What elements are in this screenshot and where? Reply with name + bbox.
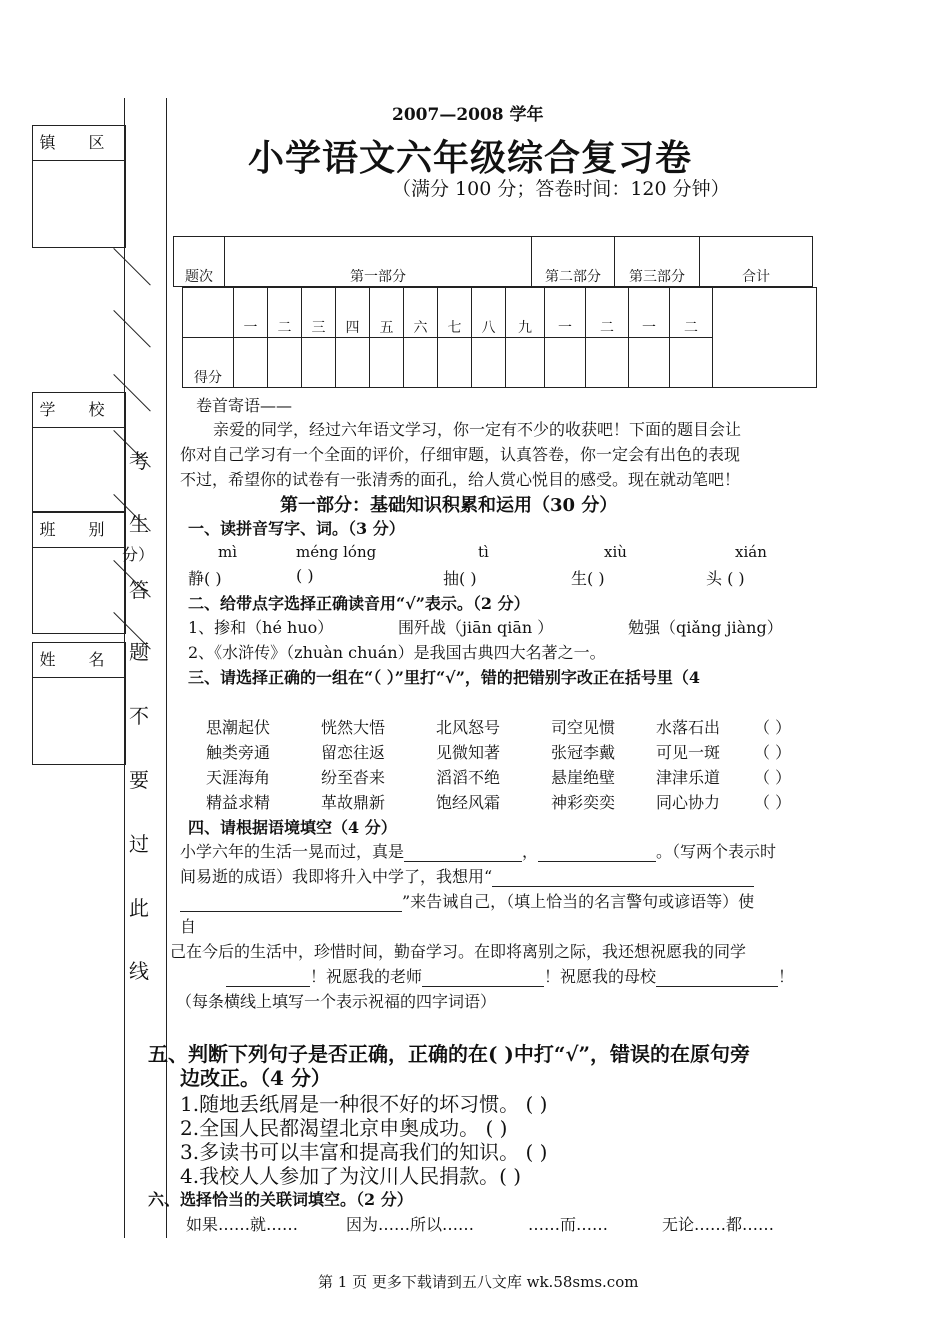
question-numeral: 五 <box>370 288 404 338</box>
q1-blank[interactable]: 生( ) <box>571 569 605 588</box>
q3-word: 同心协力 <box>656 793 721 812</box>
question-numeral: 二 <box>586 288 629 338</box>
page-footer: 第 1 页 更多下载请到五八文库 wk.58sms.com <box>318 1273 639 1291</box>
q3-word: 司空见惯 <box>551 718 616 737</box>
q4-note: （每条横线上填写一个表示祝福的四字词语） <box>176 992 497 1011</box>
q3-word: 见微知著 <box>436 743 501 762</box>
question-numeral: 八 <box>472 288 506 338</box>
info-box-label: 学 校 <box>33 393 125 428</box>
score-label: 得分 <box>183 338 234 388</box>
q3-answer-paren[interactable]: （ ） <box>754 718 792 737</box>
col-header: 第二部分 <box>532 237 615 287</box>
stray-text: 分） <box>122 545 155 564</box>
score-table-grid <box>182 287 817 388</box>
diagonal-mark <box>113 310 150 347</box>
q4-text: 。（写两个表示时 <box>656 842 777 861</box>
q3-word: 水落石出 <box>656 718 721 737</box>
pinyin: tì <box>478 543 489 561</box>
part1-heading: 第一部分：基础知识积累和运用（30 分） <box>280 495 618 516</box>
q3-word: 滔滔不绝 <box>436 768 501 787</box>
seal-line-char: 线 <box>129 959 149 983</box>
seal-line-char: 不 <box>129 704 149 728</box>
q3-word: 可见一斑 <box>656 743 721 762</box>
question-numeral: 二 <box>268 288 302 338</box>
q3-word: 革故鼎新 <box>321 793 386 812</box>
q4-text: 小学六年的生活一晃而过，真是 <box>180 842 405 861</box>
pinyin: mì <box>218 543 238 561</box>
score-cell[interactable] <box>472 338 506 388</box>
score-cell[interactable] <box>629 338 670 388</box>
question-numeral: 二 <box>670 288 713 338</box>
q4-blank[interactable] <box>656 967 778 987</box>
q4-text: ！祝愿我的母校 <box>544 967 657 986</box>
q4-title: 四、请根据语境填空（4 分） <box>188 818 397 837</box>
q2-title: 二、给带点字选择正确读音用“√”表示。（2 分） <box>188 594 530 613</box>
q3-answer-paren[interactable]: （ ） <box>754 793 792 812</box>
q3-word: 北风怒号 <box>436 718 501 737</box>
q6-title: 六、选择恰当的关联词填空。（2 分） <box>148 1190 413 1209</box>
question-numeral: 四 <box>336 288 370 338</box>
binding-line-right <box>166 98 167 1238</box>
q3-word: 津津乐道 <box>656 768 721 787</box>
q3-word: 神彩奕奕 <box>551 793 616 812</box>
q4-blank[interactable] <box>226 967 310 987</box>
q4-text: ”来告诫自己，（填上恰当的名言警句或谚语等）使 <box>402 892 755 911</box>
q2-item[interactable]: 围歼战（jiān qiān ） <box>398 618 554 637</box>
preface-line: 不过，希望你的试卷有一张清秀的面孔，给人赏心悦目的感受。现在就动笔吧！ <box>180 470 741 489</box>
total-score-cell[interactable] <box>713 288 817 388</box>
score-cell[interactable] <box>302 338 336 388</box>
q4-line <box>180 839 776 862</box>
info-box-school[interactable] <box>32 392 126 512</box>
q4-text: ！ <box>778 967 795 986</box>
q5-item[interactable]: 2.全国人民都渴望北京申奥成功。 ( ) <box>180 1116 508 1140</box>
pinyin: xián <box>735 543 767 561</box>
q6-option: 因为……所以…… <box>346 1215 475 1234</box>
info-box-label: 镇 区 <box>33 126 125 161</box>
preface-line: 你对自己学习有一个全面的评价，仔细审题，认真答卷，你一定会有出色的表现 <box>180 445 741 464</box>
score-cell[interactable] <box>545 338 586 388</box>
seal-line-char: 考 <box>129 449 149 473</box>
col-header: 第三部分 <box>615 237 700 287</box>
col-header: 合计 <box>700 237 813 287</box>
q3-word: 纷至沓来 <box>321 768 386 787</box>
q4-text: ， <box>522 842 539 861</box>
score-cell[interactable] <box>268 338 302 388</box>
score-cell[interactable] <box>670 338 713 388</box>
q6-option: ……而…… <box>528 1215 609 1234</box>
q3-word: 张冠李戴 <box>551 743 616 762</box>
q6-option: 无论……都…… <box>662 1215 775 1234</box>
exam-subtitle: （满分 100 分；答卷时间：120 分钟） <box>392 178 730 200</box>
score-cell[interactable] <box>506 338 545 388</box>
q3-word: 天涯海角 <box>206 768 271 787</box>
preface-line: 亲爱的同学，经过六年语文学习，你一定有不少的收获吧！下面的题目会让 <box>213 420 742 439</box>
q4-line <box>180 889 754 912</box>
pinyin: xiù <box>604 543 627 561</box>
question-numeral: 一 <box>629 288 670 338</box>
q4-line <box>180 864 754 887</box>
q3-word: 触类旁通 <box>206 743 271 762</box>
seal-line-char: 此 <box>129 896 149 920</box>
q4-blank[interactable] <box>180 892 402 912</box>
q1-blank[interactable]: 抽( ) <box>443 569 477 588</box>
q3-answer-paren[interactable]: （ ） <box>754 743 792 762</box>
q5-item[interactable]: 1.随地丢纸屑是一种很不好的坏习惯。 ( ) <box>180 1092 548 1116</box>
seal-line-char: 要 <box>129 768 149 792</box>
info-box-name[interactable] <box>32 642 126 765</box>
score-cell[interactable] <box>234 338 268 388</box>
score-cell[interactable] <box>438 338 472 388</box>
q4-text: ！祝愿我的老师 <box>310 967 423 986</box>
q1-title: 一、读拼音写字、词。（3 分） <box>188 519 405 538</box>
score-cell[interactable] <box>586 338 629 388</box>
q3-title: 三、请选择正确的一组在“（ ）”里打“√”，错的把错别字改正在括号里（4 <box>188 668 701 687</box>
score-cell[interactable] <box>404 338 438 388</box>
q4-text: 自 <box>180 917 197 936</box>
score-table <box>173 236 813 287</box>
q5-item[interactable]: 4.我校人人参加了为汶川人民捐款。( ) <box>180 1164 522 1188</box>
q4-blank[interactable] <box>422 967 544 987</box>
question-numeral: 七 <box>438 288 472 338</box>
info-box-label: 班 别 <box>33 513 125 548</box>
exam-title: 小学语文六年级综合复习卷 <box>248 137 693 179</box>
q4-line <box>226 964 794 987</box>
question-numeral: 一 <box>545 288 586 338</box>
score-cell[interactable] <box>336 338 370 388</box>
col-header: 题次 <box>174 237 225 287</box>
q2-item[interactable]: 2、《水浒传》（zhuàn chuán）是我国古典四大名著之一。 <box>188 643 606 662</box>
info-box-class[interactable] <box>32 512 126 634</box>
seal-line-char: 题 <box>129 640 149 664</box>
diagonal-mark <box>113 248 150 285</box>
seal-line-char: 过 <box>129 832 149 856</box>
q5-item[interactable]: 3.多读书可以丰富和提高我们的知识。 ( ) <box>180 1140 548 1164</box>
q3-answer-paren[interactable]: （ ） <box>754 768 792 787</box>
q6-option: 如果……就…… <box>186 1215 299 1234</box>
seal-line-char: 生 <box>129 512 149 536</box>
q4-blank[interactable] <box>404 842 522 862</box>
q4-text: 间易逝的成语）我即将升入中学了，我想用“ <box>180 867 493 886</box>
seal-line-char: 答 <box>129 578 149 602</box>
question-numeral: 九 <box>506 288 545 338</box>
question-numeral: 一 <box>234 288 268 338</box>
question-numeral: 六 <box>404 288 438 338</box>
q5-title-cont: 边改正。（4 分） <box>180 1066 331 1090</box>
preface-title: 卷首寄语—— <box>196 396 293 415</box>
info-box-town[interactable] <box>32 125 126 248</box>
q3-word: 饱经风霜 <box>436 793 501 812</box>
q2-item[interactable]: 1、掺和（hé huo） <box>188 618 334 637</box>
q1-blank[interactable]: 静( ) <box>188 569 222 588</box>
blank-cell <box>183 288 234 338</box>
q3-word: 思潮起伏 <box>206 718 271 737</box>
pinyin: méng lóng <box>296 543 377 561</box>
q1-blank[interactable]: 头 ( ) <box>706 569 745 588</box>
q3-word: 精益求精 <box>206 793 271 812</box>
q4-blank[interactable] <box>492 867 754 887</box>
question-numeral: 三 <box>302 288 336 338</box>
q4-blank[interactable] <box>538 842 656 862</box>
q4-text: 己在今后的生活中，珍惜时间，勤奋学习。在即将离别之际，我还想祝愿我的同学 <box>170 942 747 961</box>
q3-word: 恍然大悟 <box>321 718 386 737</box>
q5-title: 五、判断下列句子是否正确，正确的在( )中打“√”，错误的在原句旁 <box>148 1042 751 1066</box>
school-year: 2007—2008 学年 <box>392 105 544 125</box>
q3-word: 悬崖绝壁 <box>551 768 616 787</box>
q1-blank[interactable]: ( ) <box>296 566 314 585</box>
q3-word: 留恋往返 <box>321 743 386 762</box>
col-header: 第一部分 <box>225 237 532 287</box>
info-box-label: 姓 名 <box>33 643 125 678</box>
score-cell[interactable] <box>370 338 404 388</box>
q2-item[interactable]: 勉强（qiǎng jiàng） <box>628 618 783 637</box>
